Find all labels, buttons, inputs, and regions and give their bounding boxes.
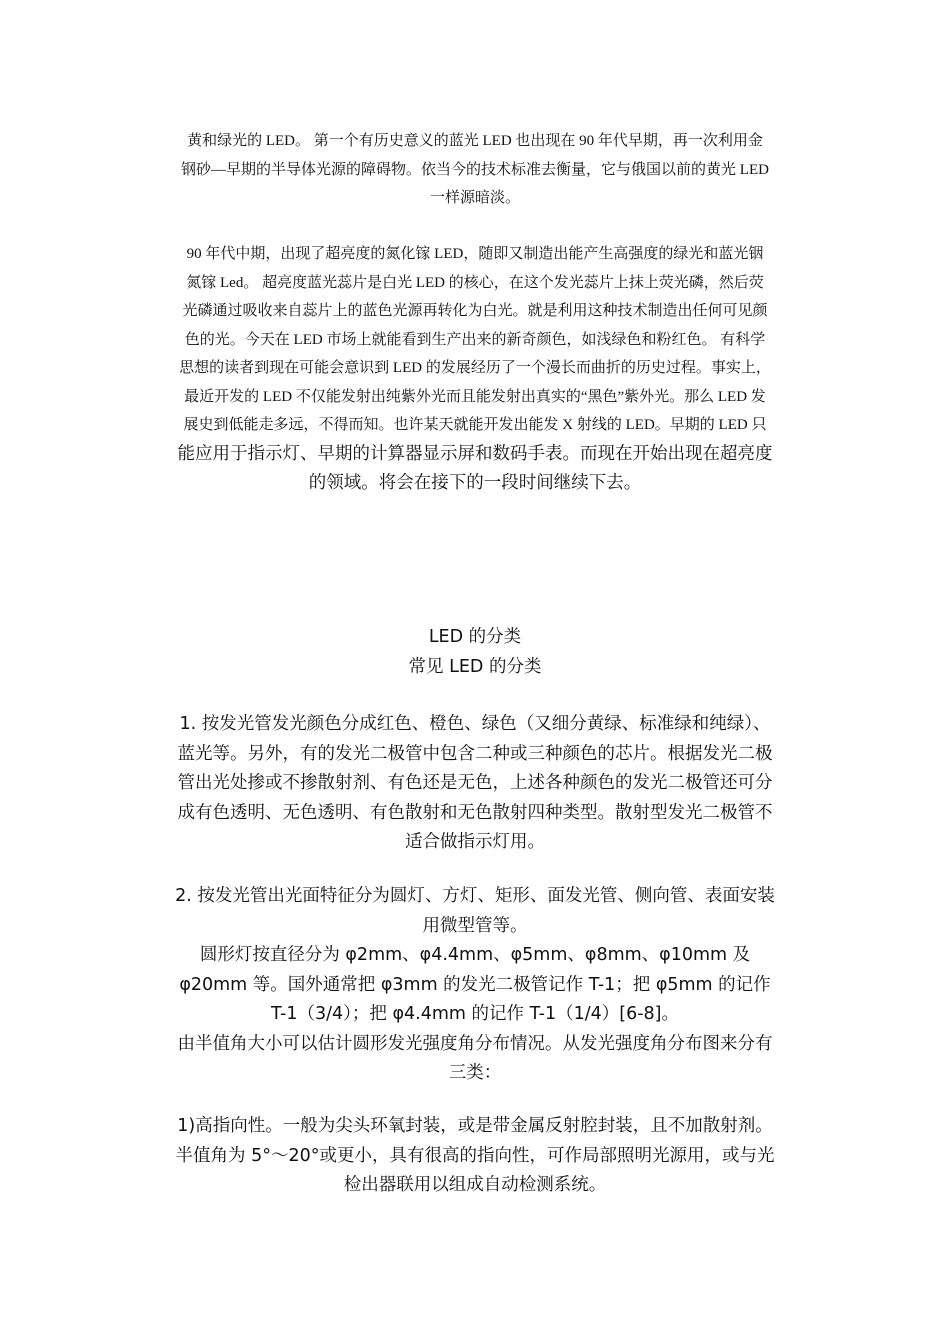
text-line: 三类：: [448, 1063, 502, 1083]
section-subtitle: 常见 LED 的分类: [408, 656, 542, 677]
text-line: 思想的读者到现在可能会意识到 LED 的发展经历了一个漫长而曲折的历史过程。事实上，: [179, 360, 771, 376]
section-title: LED 的分类: [428, 627, 522, 647]
text-line: 成有色透明、无色透明、有色散射和无色散射四种类型。散射型发光二极管不: [177, 802, 773, 823]
text-line: 钢砂—早期的半导体光源的障碍物。依当今的技术标准去衡量，它与俄国以前的黄光 LED: [181, 161, 769, 178]
text-line: 用微型管等。: [422, 915, 528, 936]
history-serif-part: [145, 240, 805, 440]
intro-paragraph: [145, 127, 805, 213]
text-line: φ20mm 等。国外通常把 φ3mm 的发光二极管记作 T-1；把 φ5mm 的记作: [179, 974, 771, 995]
text-line: 色的光。今天在 LED 市场上就能看到生产出来的新奇颜色，如浅绿色和粉红色。 有科学: [184, 331, 766, 348]
text-line: 检出器联用以组成自动检测系统。: [343, 1175, 607, 1195]
text-line: 一样源暗淡。: [429, 190, 520, 206]
text-line: T-1（3/4）；把 φ4.4mm 的记作 T-1（1/4）[6-8]。: [270, 1004, 680, 1024]
text-line: 90 年代中期，出现了超亮度的氮化镓 LED，随即又制造出能产生高强度的绿光和蓝光铟: [186, 246, 764, 262]
text-line: 能应用于指示灯、早期的计算器显示屏和数码手表。而现在开始出现在超亮度: [177, 443, 773, 464]
text-line: 的领域。将会在接下的一段时间继续下去。: [308, 472, 642, 493]
text-line: 展史到低能走多远，不得而知。也许某天就能开发出能发 X 射线的 LED。早期的 LED 只: [183, 417, 767, 433]
text-line: 黄和绿光的 LED。 第一个有历史意义的蓝光 LED 也出现在 90 年代早期，再一次利用金: [187, 133, 763, 149]
classification-item-2: [145, 882, 805, 1089]
text-line: 1)高指向性。一般为尖头环氧封装，或是带金属反射腔封装，且不加散射剂。: [177, 1116, 773, 1136]
text-line: 半值角为 5°～20°或更小，具有很高的指向性，可作局部照明光源用，或与光: [175, 1145, 775, 1166]
history-sans-part: [145, 440, 805, 498]
section-heading: [145, 623, 805, 682]
text-line: 光磷通过吸收来自蕊片上的蓝色光源再转化为白光。就是利用这种技术制造出任何可见颜: [182, 303, 768, 319]
history-paragraph: [145, 240, 805, 498]
text-line: 最近开发的 LED 不仅能发射出纯紫外光而且能发射出真实的“黑色”紫外光。那么 LED 发: [184, 388, 766, 405]
text-line: 适合做指示灯用。: [405, 832, 545, 852]
text-line: 1. 按发光管发光颜色分成红色、橙色、绿色（又细分黄绿、标准绿和纯绿）、: [179, 714, 771, 734]
text-line: 圆形灯按直径分为 φ2mm、φ4.4mm、φ5mm、φ8mm、φ10mm 及: [199, 945, 751, 965]
text-line: 氮镓 Led。 超亮度蓝光蕊片是白光 LED 的核心，在这个发光蕊片上抹上荧光磷，然后荧: [186, 274, 764, 291]
text-line: 2. 按发光管出光面特征分为圆灯、方灯、矩形、面发光管、侧向管、表面安装: [175, 886, 775, 906]
directivity-item-1: [145, 1112, 805, 1201]
text-line: 蓝光等。另外，有的发光二极管中包含二种或三种颜色的芯片。根据发光二极: [177, 743, 773, 764]
classification-item-1: [145, 710, 805, 858]
text-line: 管出光处掺或不掺散射剂、有色还是无色，上述各种颜色的发光二极管还可分: [177, 773, 773, 793]
text-line: 由半值角大小可以估计圆形发光强度角分布情况。从发光强度角分布图来分有: [177, 1033, 773, 1054]
